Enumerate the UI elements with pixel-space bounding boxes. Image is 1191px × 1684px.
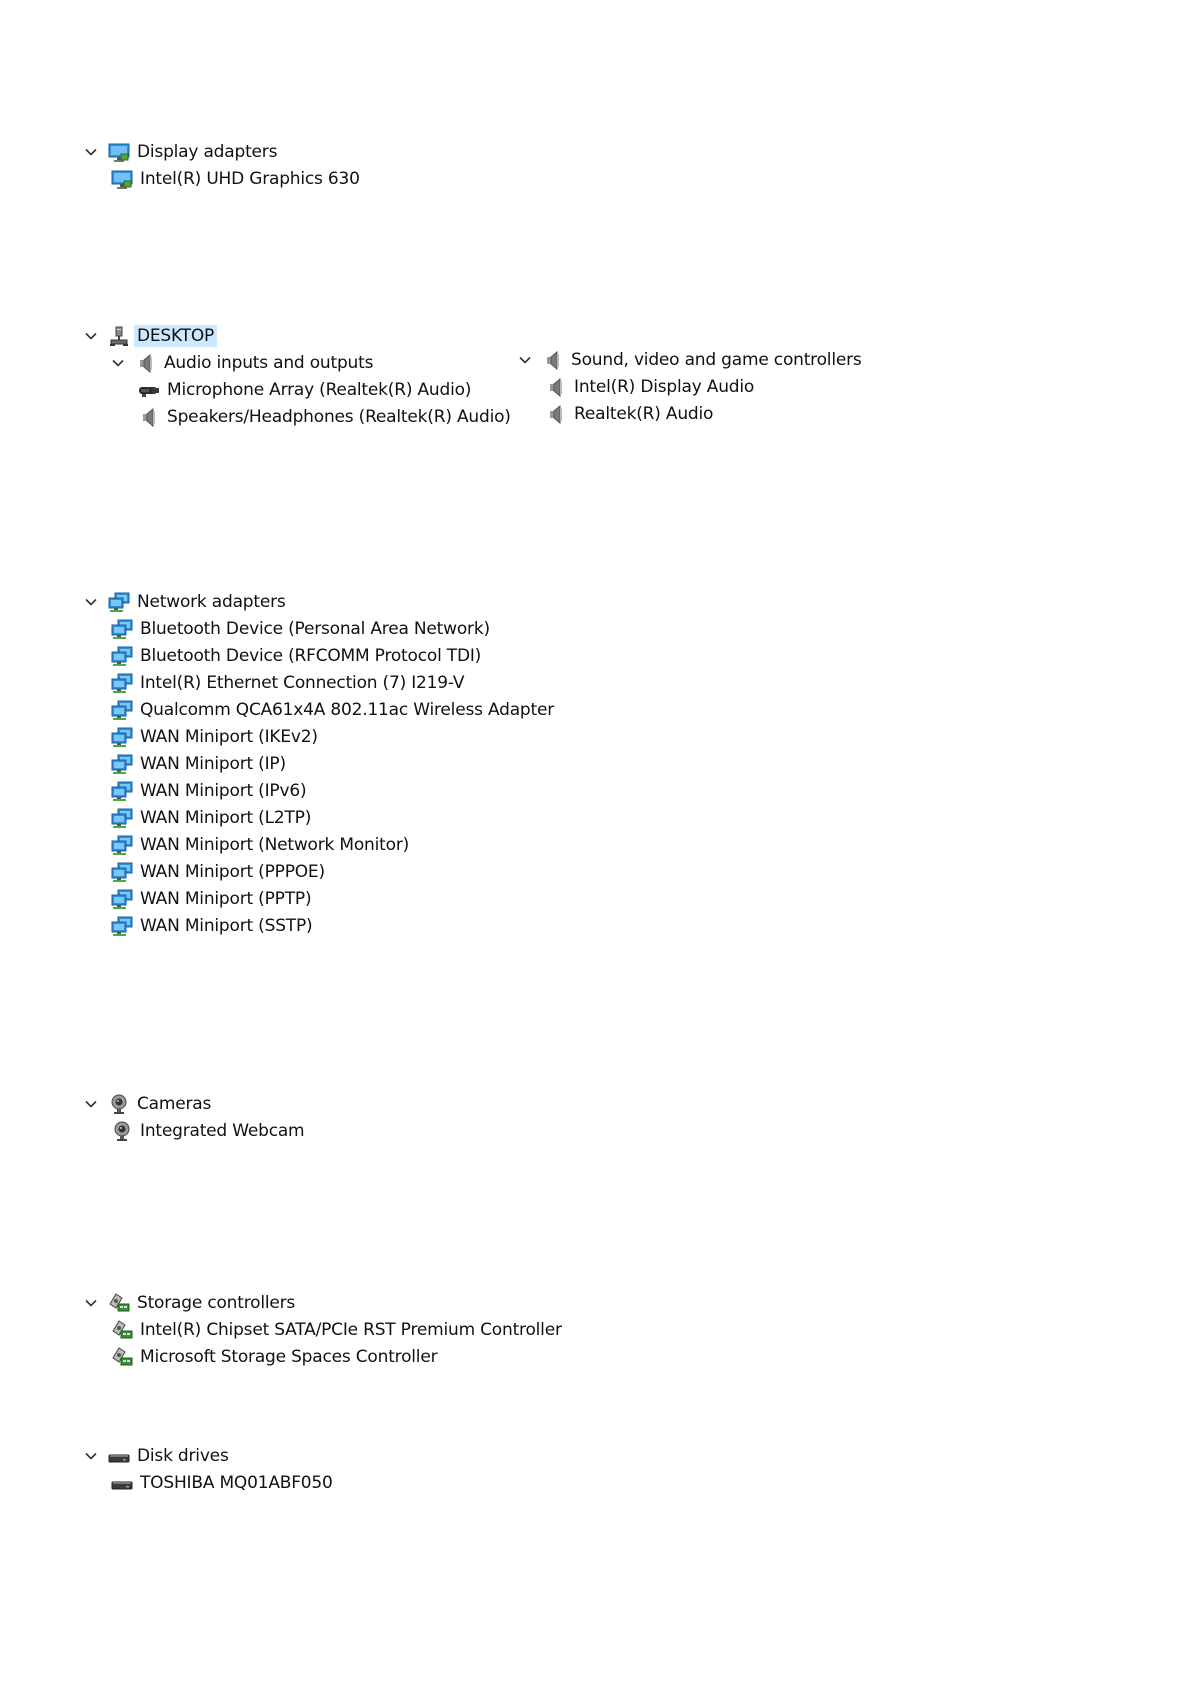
- monitor-icon: [111, 168, 133, 190]
- tree-node-label: DESKTOP: [134, 325, 217, 347]
- network-icon: [111, 753, 133, 775]
- speaker-icon: [138, 406, 160, 428]
- chevron-down-icon[interactable]: [84, 329, 98, 343]
- tree-item[interactable]: [518, 400, 862, 427]
- tree-item-label: WAN Miniport (Network Monitor): [140, 834, 410, 855]
- tree-item-label: Intel(R) Display Audio: [574, 376, 755, 397]
- network-icon: [111, 834, 133, 856]
- storage-controller-icon: [111, 1346, 133, 1368]
- tree-item[interactable]: [84, 723, 554, 750]
- network-icon: [111, 618, 133, 640]
- network-icon: [111, 807, 133, 829]
- webcam-icon: [111, 1120, 133, 1142]
- storage-controller-icon: [108, 1292, 130, 1314]
- computer-icon: [108, 325, 130, 347]
- tree-node-network-adapters[interactable]: [84, 588, 554, 615]
- microphone-array-icon: [138, 379, 160, 401]
- tree-item[interactable]: [84, 804, 554, 831]
- tree-item-label: WAN Miniport (IKEv2): [140, 726, 318, 747]
- tree-item[interactable]: [84, 696, 554, 723]
- network-icon: [111, 645, 133, 667]
- network-icon: [108, 591, 130, 613]
- tree-item-label: Microphone Array (Realtek(R) Audio): [167, 379, 472, 400]
- sound-controllers-group: [518, 346, 862, 427]
- tree-node-label: Sound, video and game controllers: [571, 349, 862, 370]
- tree-item-label: WAN Miniport (L2TP): [140, 807, 312, 828]
- tree-item-label: WAN Miniport (IPv6): [140, 780, 307, 801]
- tree-item[interactable]: [84, 642, 554, 669]
- tree-item-label: Integrated Webcam: [140, 1120, 305, 1141]
- tree-item-label: Intel(R) Chipset SATA/PCIe RST Premium Controller: [140, 1319, 562, 1340]
- tree-item[interactable]: [84, 615, 554, 642]
- tree-item[interactable]: [84, 777, 554, 804]
- chevron-down-icon[interactable]: [518, 353, 532, 367]
- tree-item[interactable]: [84, 165, 360, 192]
- disk-drive-icon: [108, 1445, 130, 1467]
- tree-item[interactable]: [84, 912, 554, 939]
- tree-item[interactable]: [84, 376, 511, 403]
- chevron-down-icon[interactable]: [84, 1296, 98, 1310]
- tree-item-label: Intel(R) UHD Graphics 630: [140, 168, 360, 189]
- chevron-down-icon[interactable]: [84, 145, 98, 159]
- tree-node-label: Disk drives: [137, 1445, 229, 1466]
- storage-controller-icon: [111, 1319, 133, 1341]
- chevron-down-icon[interactable]: [111, 356, 125, 370]
- network-icon: [111, 726, 133, 748]
- network-icon: [111, 888, 133, 910]
- tree-node-label: Cameras: [137, 1093, 212, 1114]
- tree-item[interactable]: [84, 831, 554, 858]
- tree-item[interactable]: [84, 885, 554, 912]
- webcam-icon: [108, 1093, 130, 1115]
- network-icon: [111, 861, 133, 883]
- desktop-group: [84, 322, 511, 430]
- tree-item-label: WAN Miniport (SSTP): [140, 915, 313, 936]
- tree-item-label: Bluetooth Device (RFCOMM Protocol TDI): [140, 645, 482, 666]
- tree-item[interactable]: [84, 1316, 562, 1343]
- tree-item-label: Qualcomm QCA61x4A 802.11ac Wireless Adapter: [140, 699, 555, 720]
- speaker-icon: [545, 403, 567, 425]
- tree-item-label: WAN Miniport (PPTP): [140, 888, 312, 909]
- tree-item-label: WAN Miniport (PPPOE): [140, 861, 325, 882]
- network-icon: [111, 699, 133, 721]
- tree-item[interactable]: [84, 403, 511, 430]
- tree-node-storage-controllers[interactable]: [84, 1289, 562, 1316]
- display-adapters-group: [84, 138, 360, 192]
- monitor-icon: [108, 141, 130, 163]
- speaker-icon: [135, 352, 157, 374]
- speaker-icon: [542, 349, 564, 371]
- tree-item-label: WAN Miniport (IP): [140, 753, 286, 774]
- tree-item[interactable]: [84, 1469, 333, 1496]
- tree-node-cameras[interactable]: [84, 1090, 304, 1117]
- chevron-down-icon[interactable]: [84, 1449, 98, 1463]
- network-icon: [111, 672, 133, 694]
- tree-node-desktop[interactable]: [84, 322, 511, 349]
- tree-node-label: Display adapters: [137, 141, 278, 162]
- tree-item-label: TOSHIBA MQ01ABF050: [140, 1472, 333, 1493]
- tree-item[interactable]: [84, 750, 554, 777]
- tree-node-label: Audio inputs and outputs: [164, 352, 374, 373]
- tree-item[interactable]: [84, 858, 554, 885]
- tree-item[interactable]: [84, 669, 554, 696]
- disk-drive-icon: [111, 1472, 133, 1494]
- tree-item[interactable]: [84, 1343, 562, 1370]
- tree-node-audio-inputs[interactable]: [84, 349, 511, 376]
- tree-item-label: Realtek(R) Audio: [574, 403, 714, 424]
- tree-item[interactable]: [84, 1117, 304, 1144]
- tree-item-label: Microsoft Storage Spaces Controller: [140, 1346, 438, 1367]
- storage-controllers-group: [84, 1289, 562, 1370]
- cameras-group: [84, 1090, 304, 1144]
- tree-node-disk-drives[interactable]: [84, 1442, 333, 1469]
- chevron-down-icon[interactable]: [84, 595, 98, 609]
- tree-node-sound-controllers[interactable]: [518, 346, 862, 373]
- chevron-down-icon[interactable]: [84, 1097, 98, 1111]
- speaker-icon: [545, 376, 567, 398]
- disk-drives-group: [84, 1442, 333, 1496]
- network-adapters-group: [84, 588, 554, 939]
- tree-node-label: Network adapters: [137, 591, 286, 612]
- tree-node-label: Storage controllers: [137, 1292, 296, 1313]
- tree-item-label: Bluetooth Device (Personal Area Network): [140, 618, 490, 639]
- network-icon: [111, 780, 133, 802]
- tree-item-label: Speakers/Headphones (Realtek(R) Audio): [167, 406, 511, 427]
- tree-node-display-adapters[interactable]: [84, 138, 360, 165]
- network-icon: [111, 915, 133, 937]
- tree-item[interactable]: [518, 373, 862, 400]
- tree-item-label: Intel(R) Ethernet Connection (7) I219-V: [140, 672, 465, 693]
